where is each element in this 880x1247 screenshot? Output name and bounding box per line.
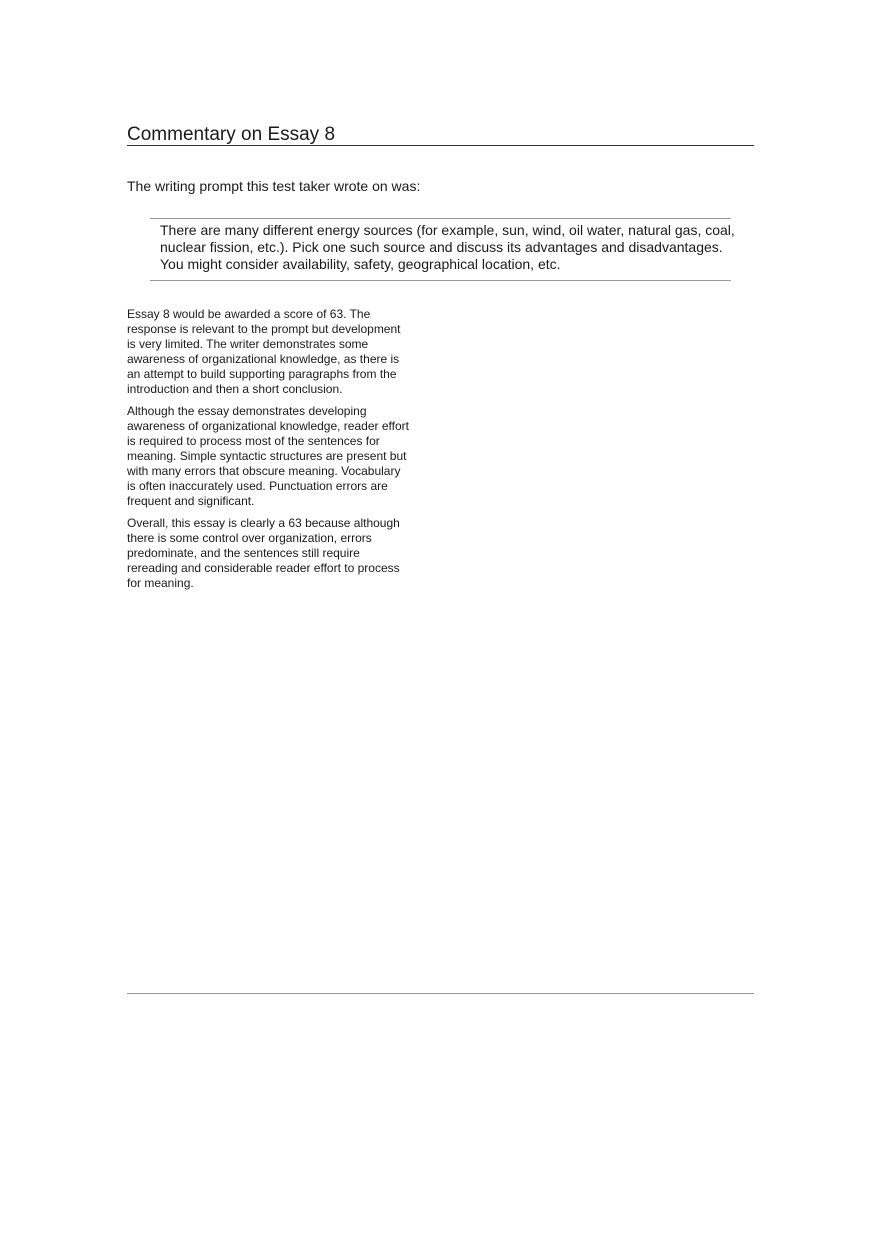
commentary-paragraph: Essay 8 would be awarded a score of 63. The response is relevant to the prompt but development is very limited. The writer demonstrates some awareness of organizational knowledge, as there is an attempt to build supporting paragraphs from the introduction and then a short conclusion.	[127, 307, 401, 396]
prompt-intro: The writing prompt this test taker wrote on was:	[127, 178, 421, 194]
footer-divider	[127, 993, 754, 994]
writing-prompt-box	[150, 218, 735, 281]
writing-prompt-text: There are many different energy sources (for example, sun, wind, oil water, natural gas, coal, nuclear fission, etc.). Pick one such source and discuss its advantages and disadvantages. You might consider availability, safety, geographical location, etc.	[160, 222, 735, 272]
page-title: Commentary on Essay 8	[127, 124, 336, 145]
title-divider	[127, 145, 754, 146]
commentary-paragraph: Overall, this essay is clearly a 63 because although there is some control over organization, errors predominate, and the sentences still require rereading and considerable reader effort to process for meaning.	[127, 516, 400, 590]
commentary-paragraph: Although the essay demonstrates developing awareness of organizational knowledge, reader effort is required to process most of the sentences for meaning. Simple syntactic structures are present but with many errors that obscure meaning. Vocabulary is often inaccurately used. Punctuation errors are frequent and significant.	[127, 404, 409, 508]
commentary-body	[127, 307, 427, 598]
